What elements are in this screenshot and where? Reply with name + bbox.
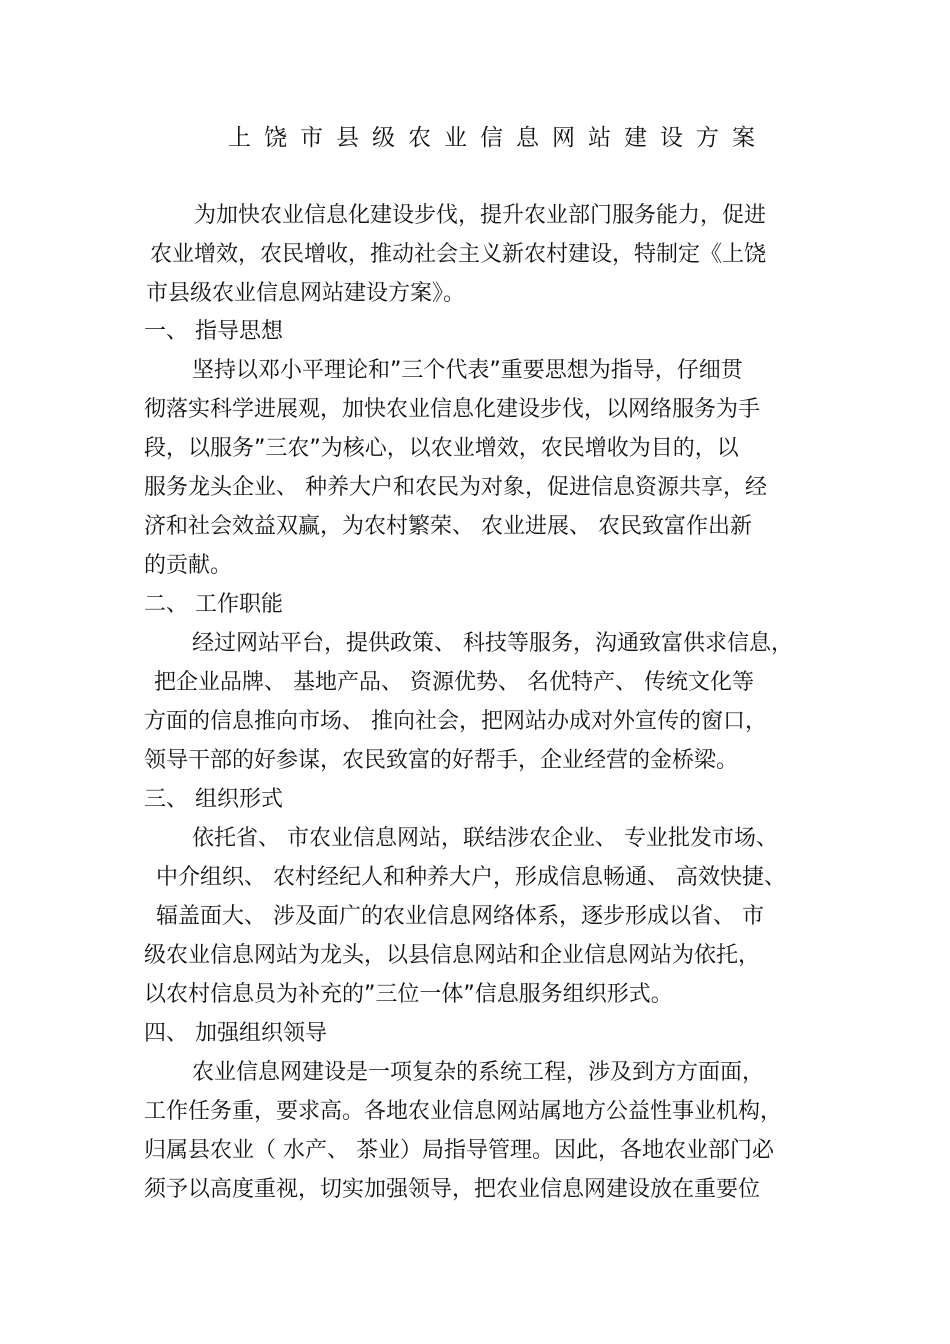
paragraph-line: 级农业信息网站为龙头，以县信息网站和企业信息网站为依托， bbox=[144, 943, 761, 968]
paragraph-line: 段，以服务”三农”为核心，以农业增效，农民增收为目的，以 bbox=[144, 436, 739, 461]
section-heading: 四、 加强组织领导 bbox=[144, 1021, 327, 1046]
paragraph-line: 彻落实科学进展观，加快农业信息化建设步伐，以网络服务为手 bbox=[144, 397, 761, 422]
paragraph-line: 农业信息网建设是一项复杂的系统工程，涉及到方方面面， bbox=[192, 1060, 765, 1085]
paragraph-line: 方面的信息推向市场、 推向社会，把网站办成对外宣传的窗口， bbox=[144, 709, 767, 734]
paragraph-line: 领导干部的好参谋，农民致富的好帮手，企业经营的金桥梁。 bbox=[144, 748, 739, 773]
paragraph-line: 归属县农业（ 水产、 茶业）局指导管理。因此，各地农业部门必 bbox=[144, 1138, 774, 1163]
paragraph-line: 须予以高度重视，切实加强领导，把农业信息网建设放在重要位 bbox=[144, 1177, 761, 1202]
paragraph-line: 辐盖面大、 涉及面广的农业信息网络体系，逐步形成以省、 市 bbox=[156, 904, 764, 929]
section-heading: 一、 指导思想 bbox=[144, 319, 283, 344]
paragraph-line: 经过网站平台，提供政策、 科技等服务，沟通致富供求信息， bbox=[192, 631, 793, 656]
section-heading: 三、 组织形式 bbox=[144, 787, 283, 812]
paragraph-line: 的贡献。 bbox=[144, 553, 233, 578]
paragraph-line: 济和社会效益双赢，为农村繁荣、 农业进展、 农民致富作出新 bbox=[144, 514, 752, 539]
paragraph-line: 服务龙头企业、 种养大户和农民为对象，促进信息资源共享，经 bbox=[144, 475, 767, 500]
paragraph-line: 市县级农业信息网站建设方案》。 bbox=[146, 281, 466, 306]
paragraph-line: 把企业品牌、 基地产品、 资源优势、 名优特产、 传统文化等 bbox=[154, 670, 754, 695]
section-heading: 二、 工作职能 bbox=[144, 592, 283, 617]
paragraph-line: 中介组织、 农村经纪人和种养大户，形成信息畅通、 高效快捷、 bbox=[156, 865, 786, 890]
paragraph-line: 工作任务重，要求高。各地农业信息网站属地方公益性事业机构， bbox=[144, 1099, 783, 1124]
paragraph-line: 坚持以邓小平理论和”三个代表”重要思想为指导，仔细贯 bbox=[192, 358, 743, 383]
paragraph-line: 为加快农业信息化建设步伐，提升农业部门服务能力，促进 bbox=[194, 203, 767, 228]
paragraph-line: 农业增效，农民增收，推动社会主义新农村建设，特制定《上饶 bbox=[150, 242, 767, 267]
paragraph-line: 以农村信息员为补充的”三位一体”信息服务组织形式。 bbox=[144, 982, 673, 1007]
paragraph-line: 依托省、 市农业信息网站，联结涉农企业、 专业批发市场、 bbox=[192, 826, 778, 851]
document-title: 上饶市县级农业信息网站建设方案 bbox=[228, 125, 768, 151]
